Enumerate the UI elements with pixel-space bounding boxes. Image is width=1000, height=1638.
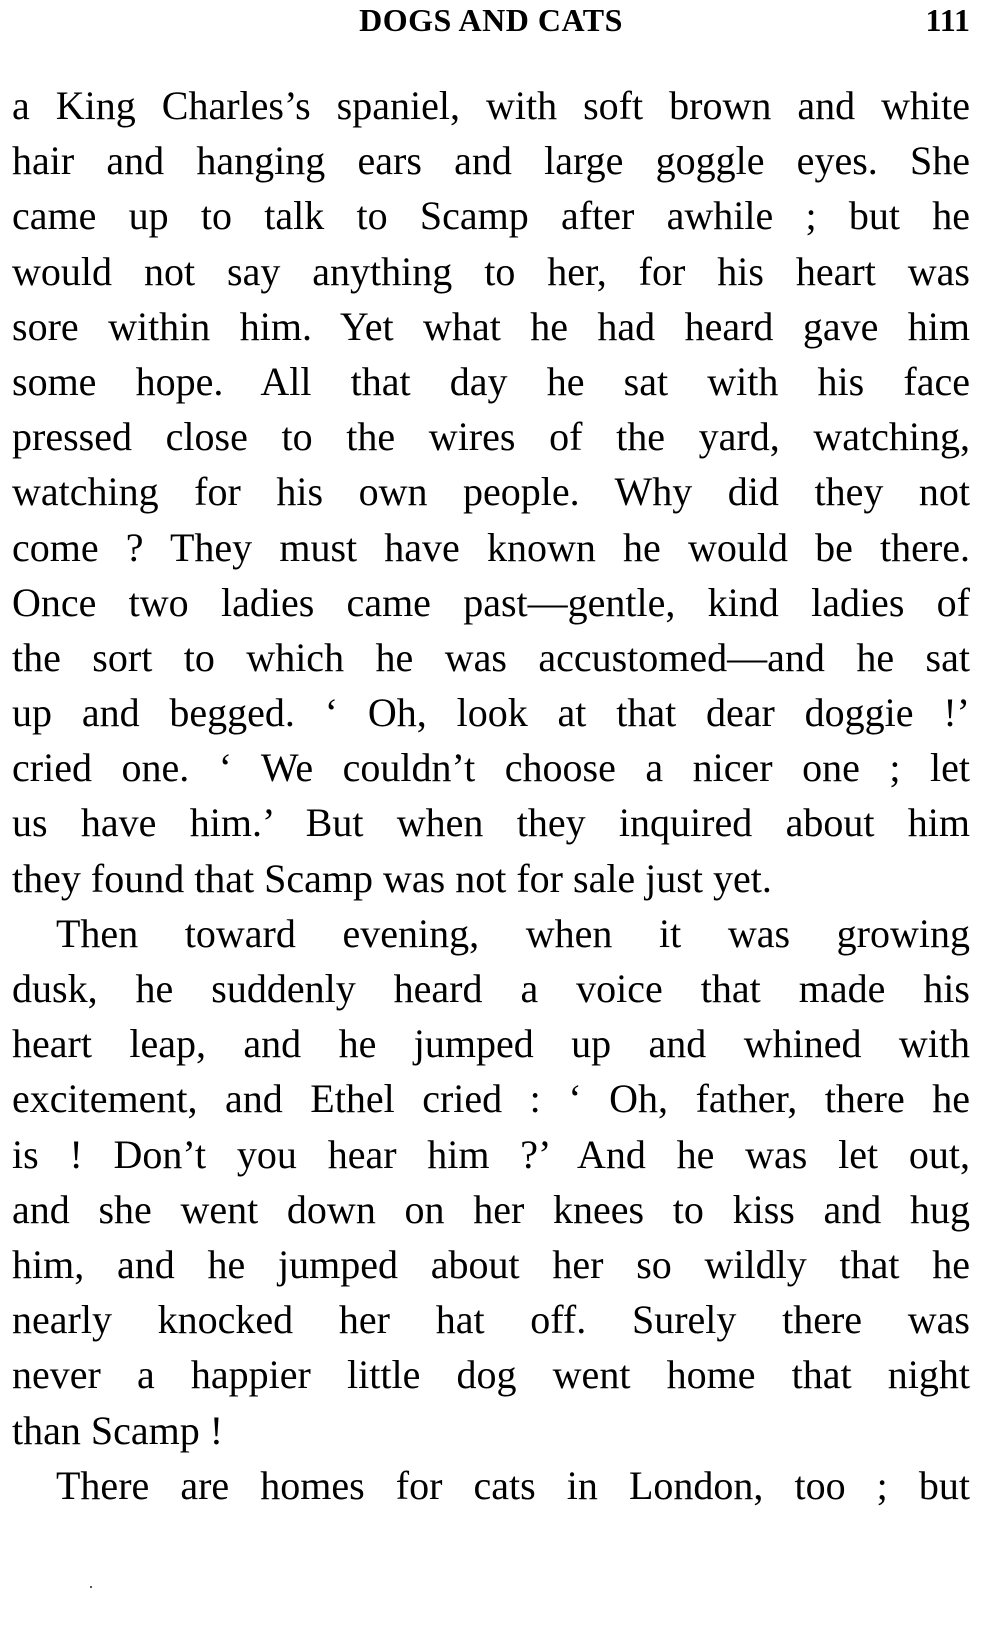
running-head: DOGS AND CATS bbox=[359, 2, 623, 38]
text-line: heart leap, and he jumped up and whined with bbox=[12, 1021, 970, 1067]
page-header bbox=[12, 0, 970, 50]
text-line: watching for his own people. Why did they not bbox=[12, 469, 970, 515]
text-line: There are homes for cats in London, too ; but bbox=[56, 1462, 970, 1508]
text-line: a King Charles’s spaniel, with soft brown and white bbox=[12, 83, 970, 128]
text-line: us have him.’ But when they inquired about him bbox=[12, 800, 970, 846]
text-line: cried one. ‘ We couldn’t choose a nicer one ; let bbox=[12, 745, 970, 791]
text-line: sore within him. Yet what he had heard gave him bbox=[12, 303, 970, 349]
text-line: they found that Scamp was not for sale just yet. bbox=[12, 855, 772, 901]
text-line: Then toward evening, when it was growing bbox=[56, 910, 970, 956]
text-line: come ? They must have known he would be there. bbox=[12, 524, 970, 570]
text-line: pressed close to the wires of the yard, watching, bbox=[12, 414, 970, 460]
text-line: Once two ladies came past—gentle, kind ladies of bbox=[12, 579, 970, 625]
text-line: came up to talk to Scamp after awhile ; but he bbox=[12, 193, 970, 239]
text-line: him, and he jumped about her so wildly that he bbox=[12, 1241, 970, 1287]
text-line: excitement, and Ethel cried : ‘ Oh, father, there he bbox=[12, 1076, 970, 1122]
text-line: would not say anything to her, for his heart was bbox=[12, 248, 970, 294]
text-line: up and begged. ‘ Oh, look at that dear doggie !’ bbox=[12, 690, 970, 736]
text-line: some hope. All that day he sat with his face bbox=[12, 358, 970, 404]
print-speck bbox=[90, 1586, 92, 1588]
text-line: and she went down on her knees to kiss and hug bbox=[12, 1186, 970, 1232]
text-line: never a happier little dog went home that night bbox=[12, 1352, 970, 1398]
text-line: dusk, he suddenly heard a voice that made his bbox=[12, 966, 970, 1011]
text-line: than Scamp ! bbox=[12, 1407, 224, 1453]
text-line: nearly knocked her hat off. Surely there was bbox=[12, 1297, 970, 1343]
text-line: hair and hanging ears and large goggle eyes. She bbox=[12, 138, 970, 184]
text-line: is ! Don’t you hear him ?’ And he was let out, bbox=[12, 1131, 970, 1177]
text-line: the sort to which he was accustomed—and he sat bbox=[12, 634, 970, 680]
page-number: 111 bbox=[925, 2, 970, 38]
body-text bbox=[12, 78, 970, 1513]
